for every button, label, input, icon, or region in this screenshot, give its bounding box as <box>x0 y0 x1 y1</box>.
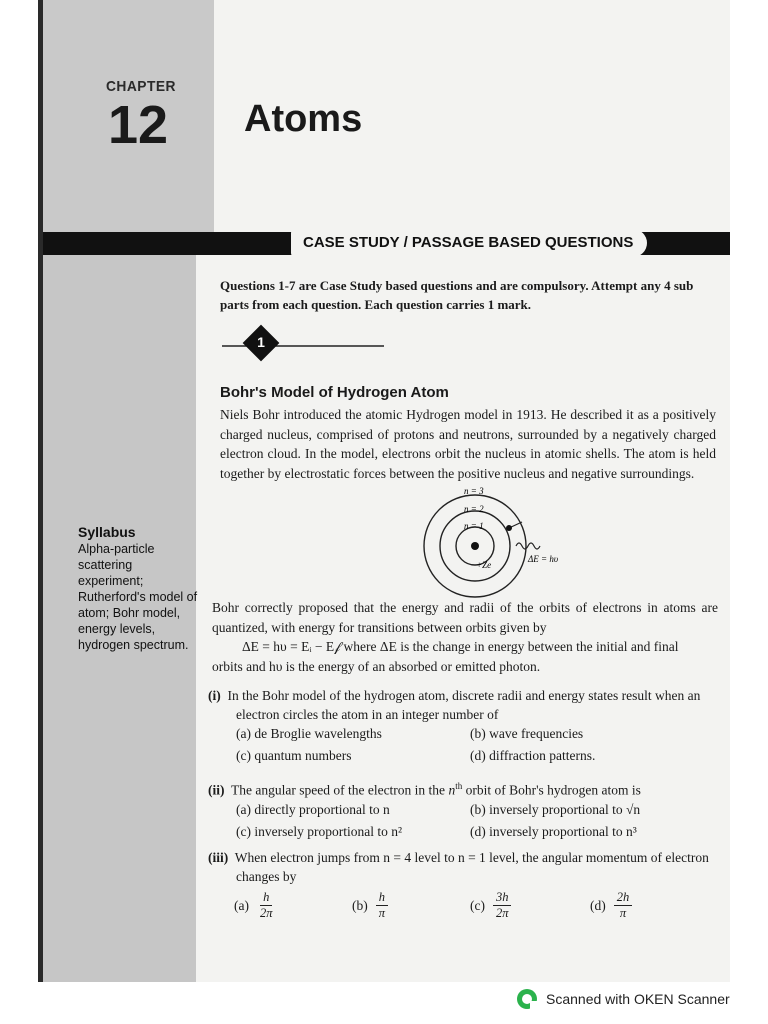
denominator: π <box>378 906 386 920</box>
question-iii <box>208 848 720 886</box>
option-b[interactable]: (b) inversely proportional to √n <box>470 801 641 817</box>
scanner-watermark-text: Scanned with OKEN Scanner <box>546 991 730 1007</box>
question-text-end: orbit of Bohr's hydrogen atom is <box>462 782 641 798</box>
option-c[interactable]: (c) quantum numbers <box>236 748 352 763</box>
syllabus-box <box>78 524 198 653</box>
question-text: When electron jumps from n = 4 level to n = 1 level, the angular momentum of electron changes by <box>234 850 709 884</box>
question-text-n: n <box>448 782 456 798</box>
denominator: 2π <box>495 906 509 920</box>
question-label: (ii) <box>208 782 225 798</box>
question-text-sup: th <box>455 781 463 791</box>
option-a[interactable]: (a) directly proportional to n <box>236 801 390 817</box>
scanner-watermark <box>516 988 730 1010</box>
option-row <box>236 800 720 822</box>
option-row <box>236 822 720 844</box>
option-label: (c) <box>470 897 485 913</box>
option-label: (b) <box>352 897 368 913</box>
fraction <box>493 890 512 921</box>
textbook-page <box>38 0 730 982</box>
numerator: h <box>260 890 272 906</box>
option-row <box>236 746 720 768</box>
fraction <box>376 890 388 921</box>
section-heading: Bohr's Model of Hydrogen Atom <box>220 384 449 401</box>
question-number: 1 <box>257 334 265 350</box>
option-d[interactable]: (d) diffraction patterns. <box>470 748 596 763</box>
fraction <box>257 890 276 921</box>
orbit-label-n3: n = 3 <box>464 486 484 496</box>
chapter-title: Atoms <box>244 98 363 140</box>
option-a[interactable]: (a) de Broglie wavelengths <box>236 726 382 741</box>
question-number-badge <box>218 322 388 370</box>
option-row <box>236 724 720 746</box>
chapter-number: 12 <box>108 95 169 155</box>
denominator: 2π <box>259 906 273 920</box>
question-label: (iii) <box>208 850 229 865</box>
option-c[interactable] <box>470 890 512 921</box>
instructions-text: Questions 1-7 are Case Study based questions and are compulsory. Attempt any 4 sub parts from each question. Each question carries 1 mark. <box>220 278 694 312</box>
bohr-paragraph <box>212 598 718 676</box>
numerator: 3h <box>493 890 512 906</box>
syllabus-title: Syllabus <box>78 524 136 540</box>
numerator: 2h <box>614 890 633 906</box>
scanner-logo-icon <box>516 988 538 1010</box>
bohr-paragraph-line1: Bohr correctly proposed that the energy and radii of the orbits of electrons in atoms are quantized, with energy for transitions between orbits given by <box>212 600 718 635</box>
option-d[interactable]: (d) inversely proportional to n³ <box>470 823 637 839</box>
option-b[interactable] <box>352 890 388 921</box>
orbit-label-n1: n = 1 <box>464 521 484 531</box>
question-stem <box>208 777 720 800</box>
orbit-label-n2: n = 2 <box>464 504 484 514</box>
numerator: h <box>376 890 388 906</box>
question-text: The angular speed of the electron in the <box>231 782 449 798</box>
fraction-options <box>234 890 714 930</box>
question-ii <box>208 777 720 844</box>
section-band-label: CASE STUDY / PASSAGE BASED QUESTIONS <box>291 229 647 257</box>
option-label: (d) <box>590 897 606 913</box>
fraction <box>614 890 633 921</box>
syllabus-body: Alpha-particle scattering experiment; Rutherford's model of atom; Bohr model, energy levels, hydrogen spectrum. <box>78 542 198 652</box>
question-text: In the Bohr model of the hydrogen atom, discrete radii and energy states result when an electron circles the atom in an integer number of <box>227 688 701 722</box>
bohr-orbit-diagram <box>388 484 568 604</box>
question-label: (i) <box>208 688 221 703</box>
option-a[interactable] <box>234 890 276 921</box>
denominator: π <box>619 906 627 920</box>
intro-paragraph: Niels Bohr introduced the atomic Hydrogen model in 1913. He described it as a positively charged nucleus, comprised of protons and neutrons, surrounded by a negatively charged electron cloud. In the model, electrons orbit the nucleus in atomic shells. The atom is held together by electrostatic forces between the positive nucleus and negative surroundings. <box>220 407 716 481</box>
option-b[interactable]: (b) wave frequencies <box>470 726 584 741</box>
question-stem <box>208 848 720 886</box>
option-c[interactable]: (c) inversely proportional to n² <box>236 823 403 839</box>
photon-energy-label: ΔE = hυ <box>528 554 558 564</box>
chapter-label: CHAPTER <box>106 78 176 95</box>
nucleus-label: +Ze <box>476 560 492 570</box>
option-label: (a) <box>234 897 249 913</box>
question-stem <box>208 686 720 724</box>
page-binding-edge <box>38 0 43 982</box>
bohr-paragraph-line3: orbits and hυ is the energy of an absorbed or emitted photon. <box>212 658 541 674</box>
question-i <box>208 686 720 768</box>
option-d[interactable] <box>590 890 632 921</box>
energy-formula: ΔE = hυ = Eᵢ − E𝒻 where ΔE is the change in energy between the initial and final <box>242 639 679 654</box>
